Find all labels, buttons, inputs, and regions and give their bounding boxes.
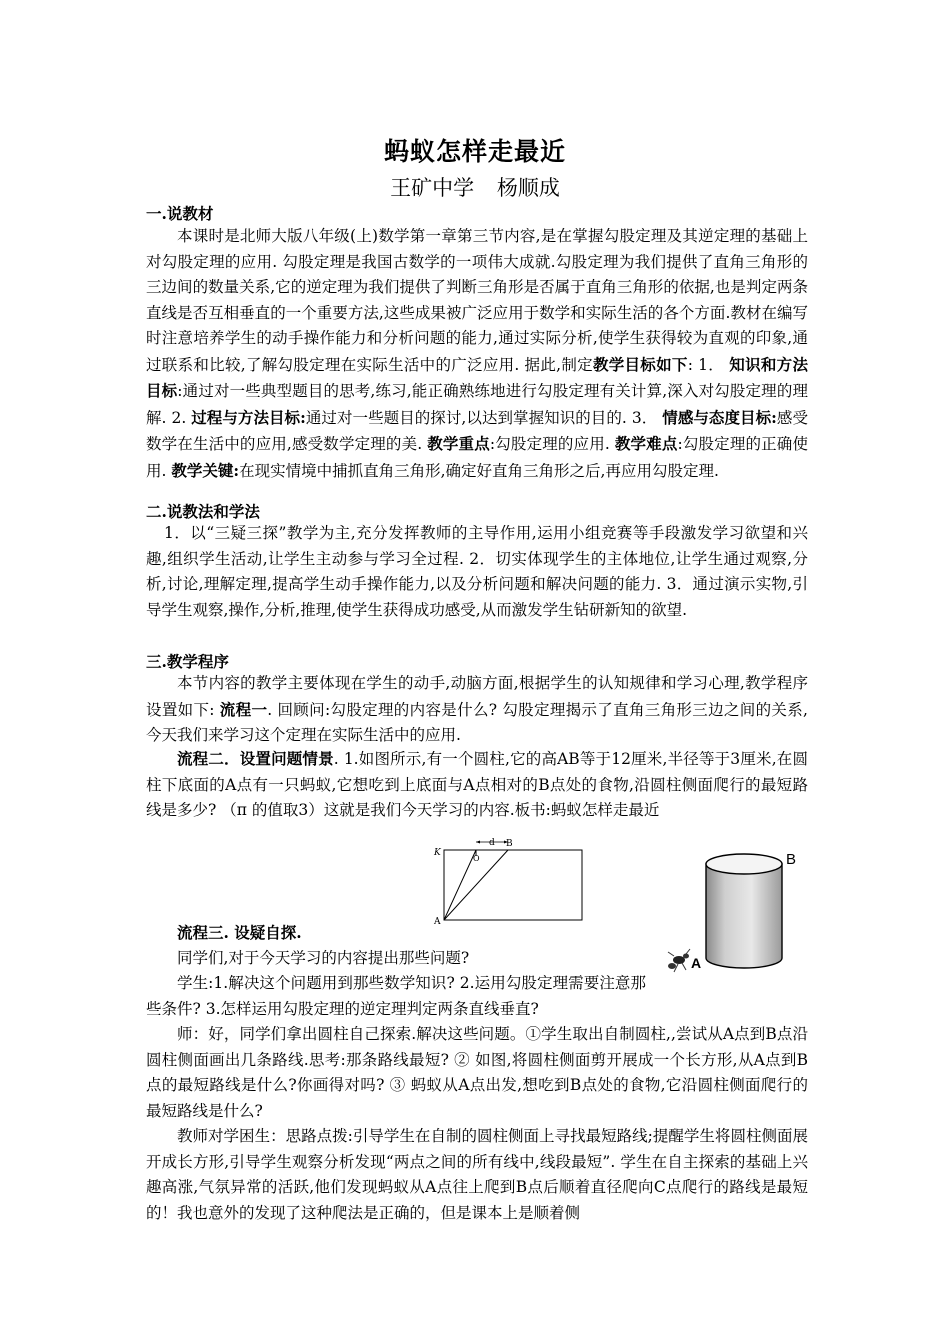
process-3-heading [146,920,646,947]
text-run: . 回顾问:勾股定理的内容是什么? 勾股定理揭示了直角三角形三边之间的关系,今天我们来学习这个定理在实际生活中的应用. [146,700,808,744]
label-o: O [473,854,480,863]
document-title: 蚂蚁怎样走最近 [383,137,566,166]
bold-run: 教学重点 [427,434,490,453]
section-heading-2: 二.说教法和学法 [146,502,260,521]
text-run: :通过对一些典型题目的思考,练习,能正确熟练地进行勾股定理有关计算,深入对勾股定理的理解. 2. [146,382,808,427]
text-run: . 1.如图所示,有一个圆柱,它的高AB等于12厘米,半径等于3厘米,在圆柱下底面的A点有一只蚂蚁,它想吃到上底面与A点相对的B点处的食物,沿圆柱侧面爬行的最短路线是多少? （π 的值取3）这就是我们今天学习的内容.板书:蚂蚁怎样走最近 [146,750,808,819]
author-school: 王矿中学 [390,176,475,200]
label-d: d [489,838,495,848]
section-heading-3: 三.教学程序 [146,652,229,671]
section-3-paragraph-6: 师：好，同学们拿出圆柱自己探索.解决这些问题。①学生取出自制圆柱,,尝试从A点到B点沿圆柱侧面画出几条路线.思考:那条路线最短? ② 如图,将圆柱侧面剪开展成一个长方形,从A点到B点的最短路线是什么?你画得对吗? ③ 蚂蚁从A点出发,想吃到B点处的食物,它沿圆柱侧面爬行的最短路线是什么? [146,1025,808,1120]
label-a: A [691,955,702,971]
bold-run: 流程三. 设疑自探. [177,923,302,942]
bold-run: 流程二．设置问题情景 [177,749,334,768]
section-heading-1: 一.说教材 [146,204,214,223]
label-a: A [434,917,441,924]
unrolled-rectangle-diagram [426,836,586,924]
section-3-paragraph-4: 同学们,对于今天学习的内容提出那些问题? [177,949,470,967]
text-run: 感受数学在生活中的应用,感受数学定理的美. [146,408,808,453]
section-3-paragraph-2 [146,746,808,824]
bold-run: 过程与方法目标: [191,407,306,427]
bold-run: 教学难点 [614,434,678,453]
bold-run: 教学目标如下 [592,354,688,374]
text-run: 本节内容的教学主要体现在学生的动手,动脑方面,根据学生的认知规律和学习心理,教学程序设置如下: [146,674,808,719]
bold-run: 情感与态度目标: [662,407,777,427]
cylinder-diagram [666,848,802,978]
section-1-paragraph [146,224,808,484]
section-2-paragraph: 1．以“三疑三探”教学为主,充分发挥教师的主导作用,运用小组竞赛等手段激发学习欲望和兴趣,组织学生活动,让学生主动参与学习全过程. 2．切实体现学生的主体地位,让学生通过观察,分析,讨论,理解定理,提高学生动手操作能力,以及分析问题和解决问题的能力. 3．通过演示实物,引导学生观察,操作,分析,推理,使学生获得成功感受,从而激发学生钻研新知的欲望. [146,524,808,619]
label-k: K [434,848,441,858]
bold-run: 教学关键: [171,460,240,480]
text-run: 通过对一些题目的探讨,以达到掌握知识的目的. 3． [305,408,663,427]
text-run: 在现实情境中捕抓直角三角形,确定好直角三角形之后,再应用勾股定理. [239,461,719,480]
author-name: 杨顺成 [496,176,560,200]
label-b: B [506,839,513,849]
text-run: :勾股定理的应用. [489,435,615,453]
bold-run: 知识和方法目标 [146,354,808,400]
author-line [0,172,950,202]
section-3-paragraph-1 [146,671,808,749]
label-b: B [786,851,797,868]
section-3-paragraph-7: 教师对学困生：思路点拨:引导学生在自制的圆柱侧面上寻找最短路线;提醒学生将圆柱侧面展开成长方形,引导学生观察分析发现“两点之间的所有线中,线段最短”. 学生在自主探索的基础上兴趣高涨,气氛异常的活跃,他们发现蚂蚁从A点往上爬到B点后顺着直径爬向C点爬行的路线是最短的！我也意外的发现了这种爬法是正确的，但是课本上是顺着侧 [146,1127,808,1222]
text-run: 本课时是北师大版八年级(上)数学第一章第三节内容,是在掌握勾股定理及其逆定理的基础上对勾股定理的应用. 勾股定理是我国古数学的一项伟大成就.勾股定理为我们提供了直角三角形的三边间的数量关系,它的逆定理为我们提供了判断三角形是否属于直角三角形的依据,也是判定两条直线是否互相垂直的一个重要方法,这些成果被广泛应用于数学和实际生活的各个方面.教材在编写时注意培养学生的动手操作能力和分析问题的能力,通过实际分析,使学生获得较为直观的印象,通过联系和比较,了解勾股定理在实际生活中的广泛应用. 据此,制定 [146,227,808,374]
section-3-paragraph-5: 学生:1.解决这个问题用到那些数学知识? 2.运用勾股定理需要注意那些条件? 3.怎样运用勾股定理的逆定理判定两条直线垂直? [146,974,646,1018]
text-run: : 1． [687,355,730,374]
text-run: :勾股定理的正确使用. [146,435,808,480]
bold-run: 流程一 [219,699,268,719]
ant-icon [668,949,690,972]
